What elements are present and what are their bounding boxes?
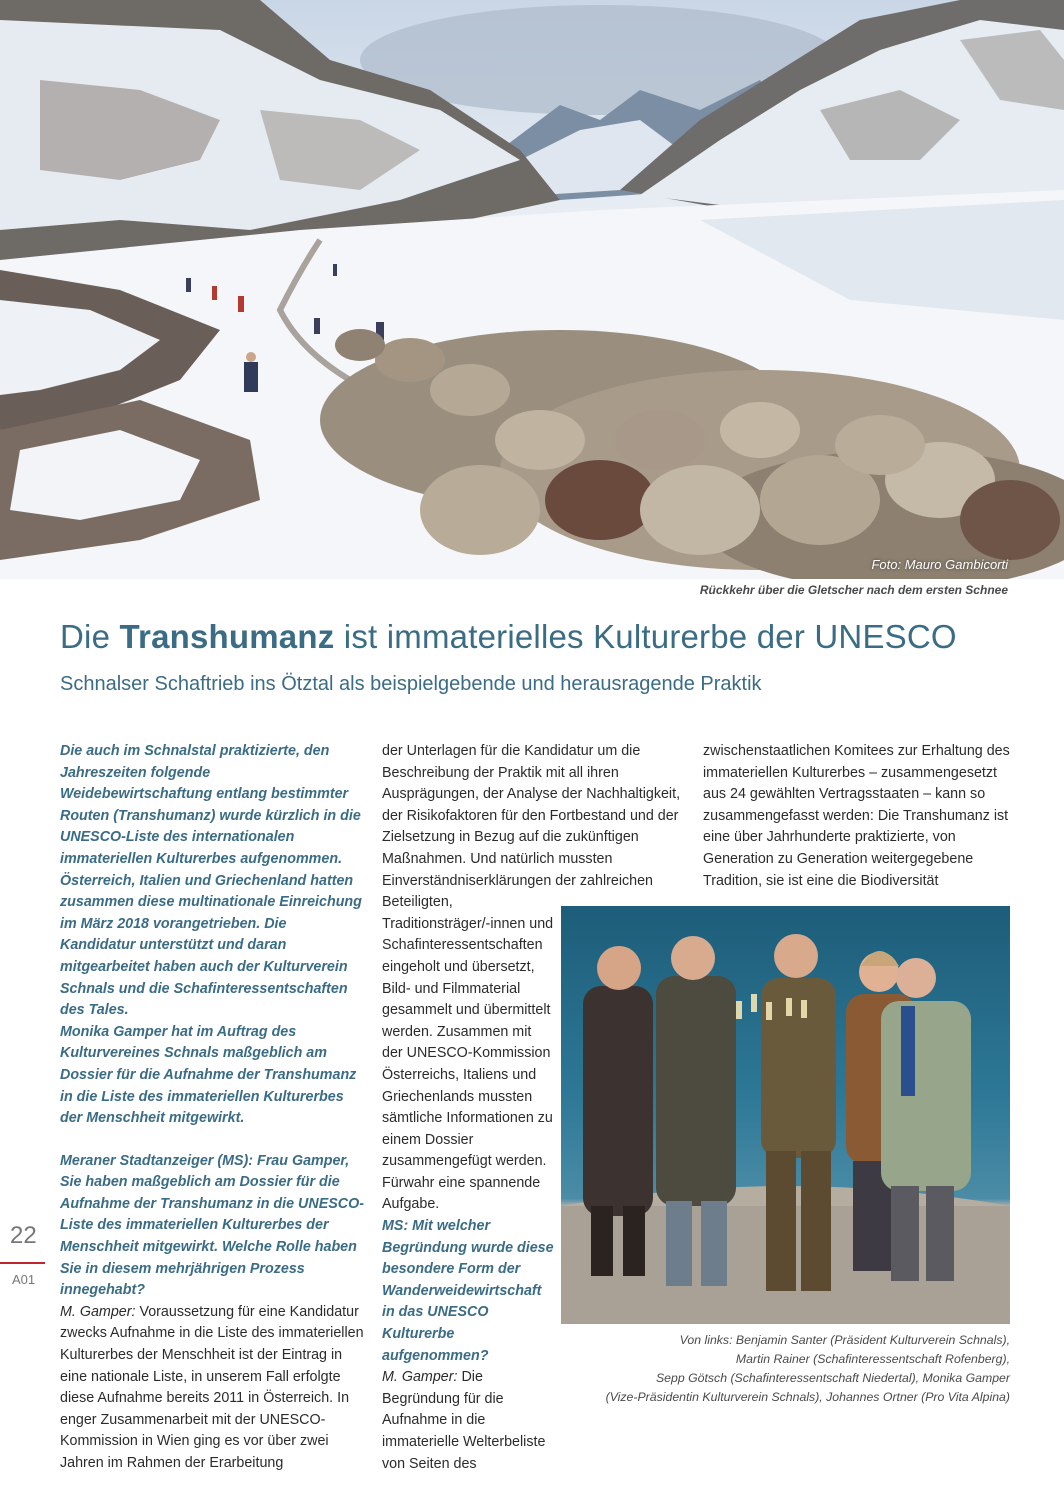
speaker-label: M. Gamper: — [60, 1303, 136, 1320]
article-subhead: Schnalser Schaftrieb ins Ötztal als beispielgebende und herausragende Praktik — [60, 673, 762, 695]
page-number: 22 — [10, 1222, 37, 1249]
speaker-label: M. Gamper: — [382, 1369, 458, 1386]
group-photo — [561, 906, 1010, 1324]
caption-line: Sepp Götsch (Schafinteressentschaft Niedertal), Monika Gamper — [655, 1371, 1010, 1385]
article-headline — [60, 618, 957, 656]
headline-post: ist immaterielles Kulturerbe der UNESCO — [334, 618, 957, 655]
answer-continuation: der Unterlagen für die Kandidatur um die Beschreibung der Praktik mit all ihren Ausprägungen, der Analyse der Nachhaltigkeit, der Risikofaktoren für den Fortbestand und der Zielsetzung in Bezug auf die zukünftigen Maßnahmen. Und natürlich mussten Einverständniserklärungen der zahlreichen Beteiligten, — [382, 743, 681, 911]
photo-credit: Foto: Mauro Gambicorti — [871, 557, 1008, 572]
caption-line: Von links: Benjamin Santer (Präsident Kulturverein Schnals), — [679, 1333, 1010, 1347]
intro-paragraph-2: Monika Gamper hat im Auftrag des Kulturvereines Schnals maßgeblich am Dossier für die Aufnahme der Transhumanz in die Liste des immateriellen Kulturerbes der Menschheit mitgewirkt. — [60, 1023, 357, 1127]
answer-continuation-narrow: Traditionsträger/-innen und Schafinteressentschaften eingeholt und übersetzt, Bild- und Filmmaterial gesammelt und übermittelt werden. Zusammen mit der UNESCO-Kommission Österreichs, Italiens und Griechenlands mussten sämtliche Informationen zu einem Dossier zusammengefügt werden. Fürwahr eine spannende Aufgabe. — [382, 915, 554, 1213]
answer-continuation: zwischenstaatlichen Komitees zur Erhaltung des immateriellen Kulturerbes – zusammengesetzt aus 24 gewählten Vertragsstaaten – kann so zusammengefasst werden: Die Transhumanz ist eine über Jahrhunderte praktizierte, von Generation zu Generation weitergegebene Tradition, sie ist eine die Biodiversität — [703, 743, 1010, 889]
group-photo-illustration — [561, 906, 1010, 1324]
answer-text: Die Begründung für die Aufnahme in die immaterielle Welterbeliste von Seiten des — [382, 1369, 546, 1472]
hero-landscape-illustration — [0, 0, 1064, 579]
answer-text: Voraussetzung für eine Kandidatur zwecks Aufnahme in die Liste des immateriellen Kulturerbes der Menschheit ist der Eintrag in eine nationale Liste, in unserem Fall erfolgte diese Aufnahme bereits 2011 in Österreich. In enger Zusammenarbeit mit der UNESCO-Kommission in Wien ging es vor über zwei Jahren im Rahmen der Erarbeitung — [60, 1303, 364, 1471]
interview-answer-2 — [382, 1367, 554, 1475]
headline-pre: Die — [60, 618, 120, 655]
intro-paragraph: Die auch im Schnalstal praktizierte, den Jahreszeiten folgende Weidebewirtschaftung entlang bestimmter Routen (Transhumanz) wurde kürzlich in die UNESCO-Liste des internationalen immateriellen Kulturerbes aufgenommen. Österreich, Italien und Griechenland hatten zusammen diese multinationale Einreichung im März 2018 vorangetrieben. Die Kandidatur unterstützt und daran mitgearbeitet haben auch der Kulturverein Schnals und die Schafinteressentschaften des Tales. — [60, 743, 362, 1019]
page-code: A01 — [12, 1272, 36, 1287]
caption-line: (Vize-Präsidentin Kulturverein Schnals), Johannes Ortner (Pro Vita Alpina) — [605, 1390, 1010, 1404]
text-column-1 — [60, 741, 365, 1475]
text-column-3 — [703, 741, 1010, 892]
hero-photo — [0, 0, 1064, 579]
page-number-rule — [0, 1262, 45, 1264]
headline-bold: Transhumanz — [119, 618, 335, 655]
hero-caption: Rückkehr über die Gletscher nach dem ersten Schnee — [699, 583, 1008, 597]
interview-answer-1 — [60, 1302, 365, 1475]
interview-question-2: MS: Mit welcher Begründung wurde diese besondere Form der Wanderweidewirtschaft in das UNESCO Kulturerbe aufgenommen? — [382, 1218, 554, 1364]
narrow-text-block — [382, 914, 554, 1475]
interview-question-1: Meraner Stadtanzeiger (MS): Frau Gamper, Sie haben maßgeblich am Dossier für die Aufnahme der Transhumanz in die UNESCO-Liste des immateriellen Kulturerbes der Menschheit mitgewirkt. Welche Rolle haben Sie in diesem mehrjährigen Prozess innegehabt? — [60, 1152, 364, 1299]
caption-line: Martin Rainer (Schafinteressentschaft Rofenberg), — [735, 1352, 1010, 1366]
group-photo-caption — [570, 1331, 1010, 1407]
